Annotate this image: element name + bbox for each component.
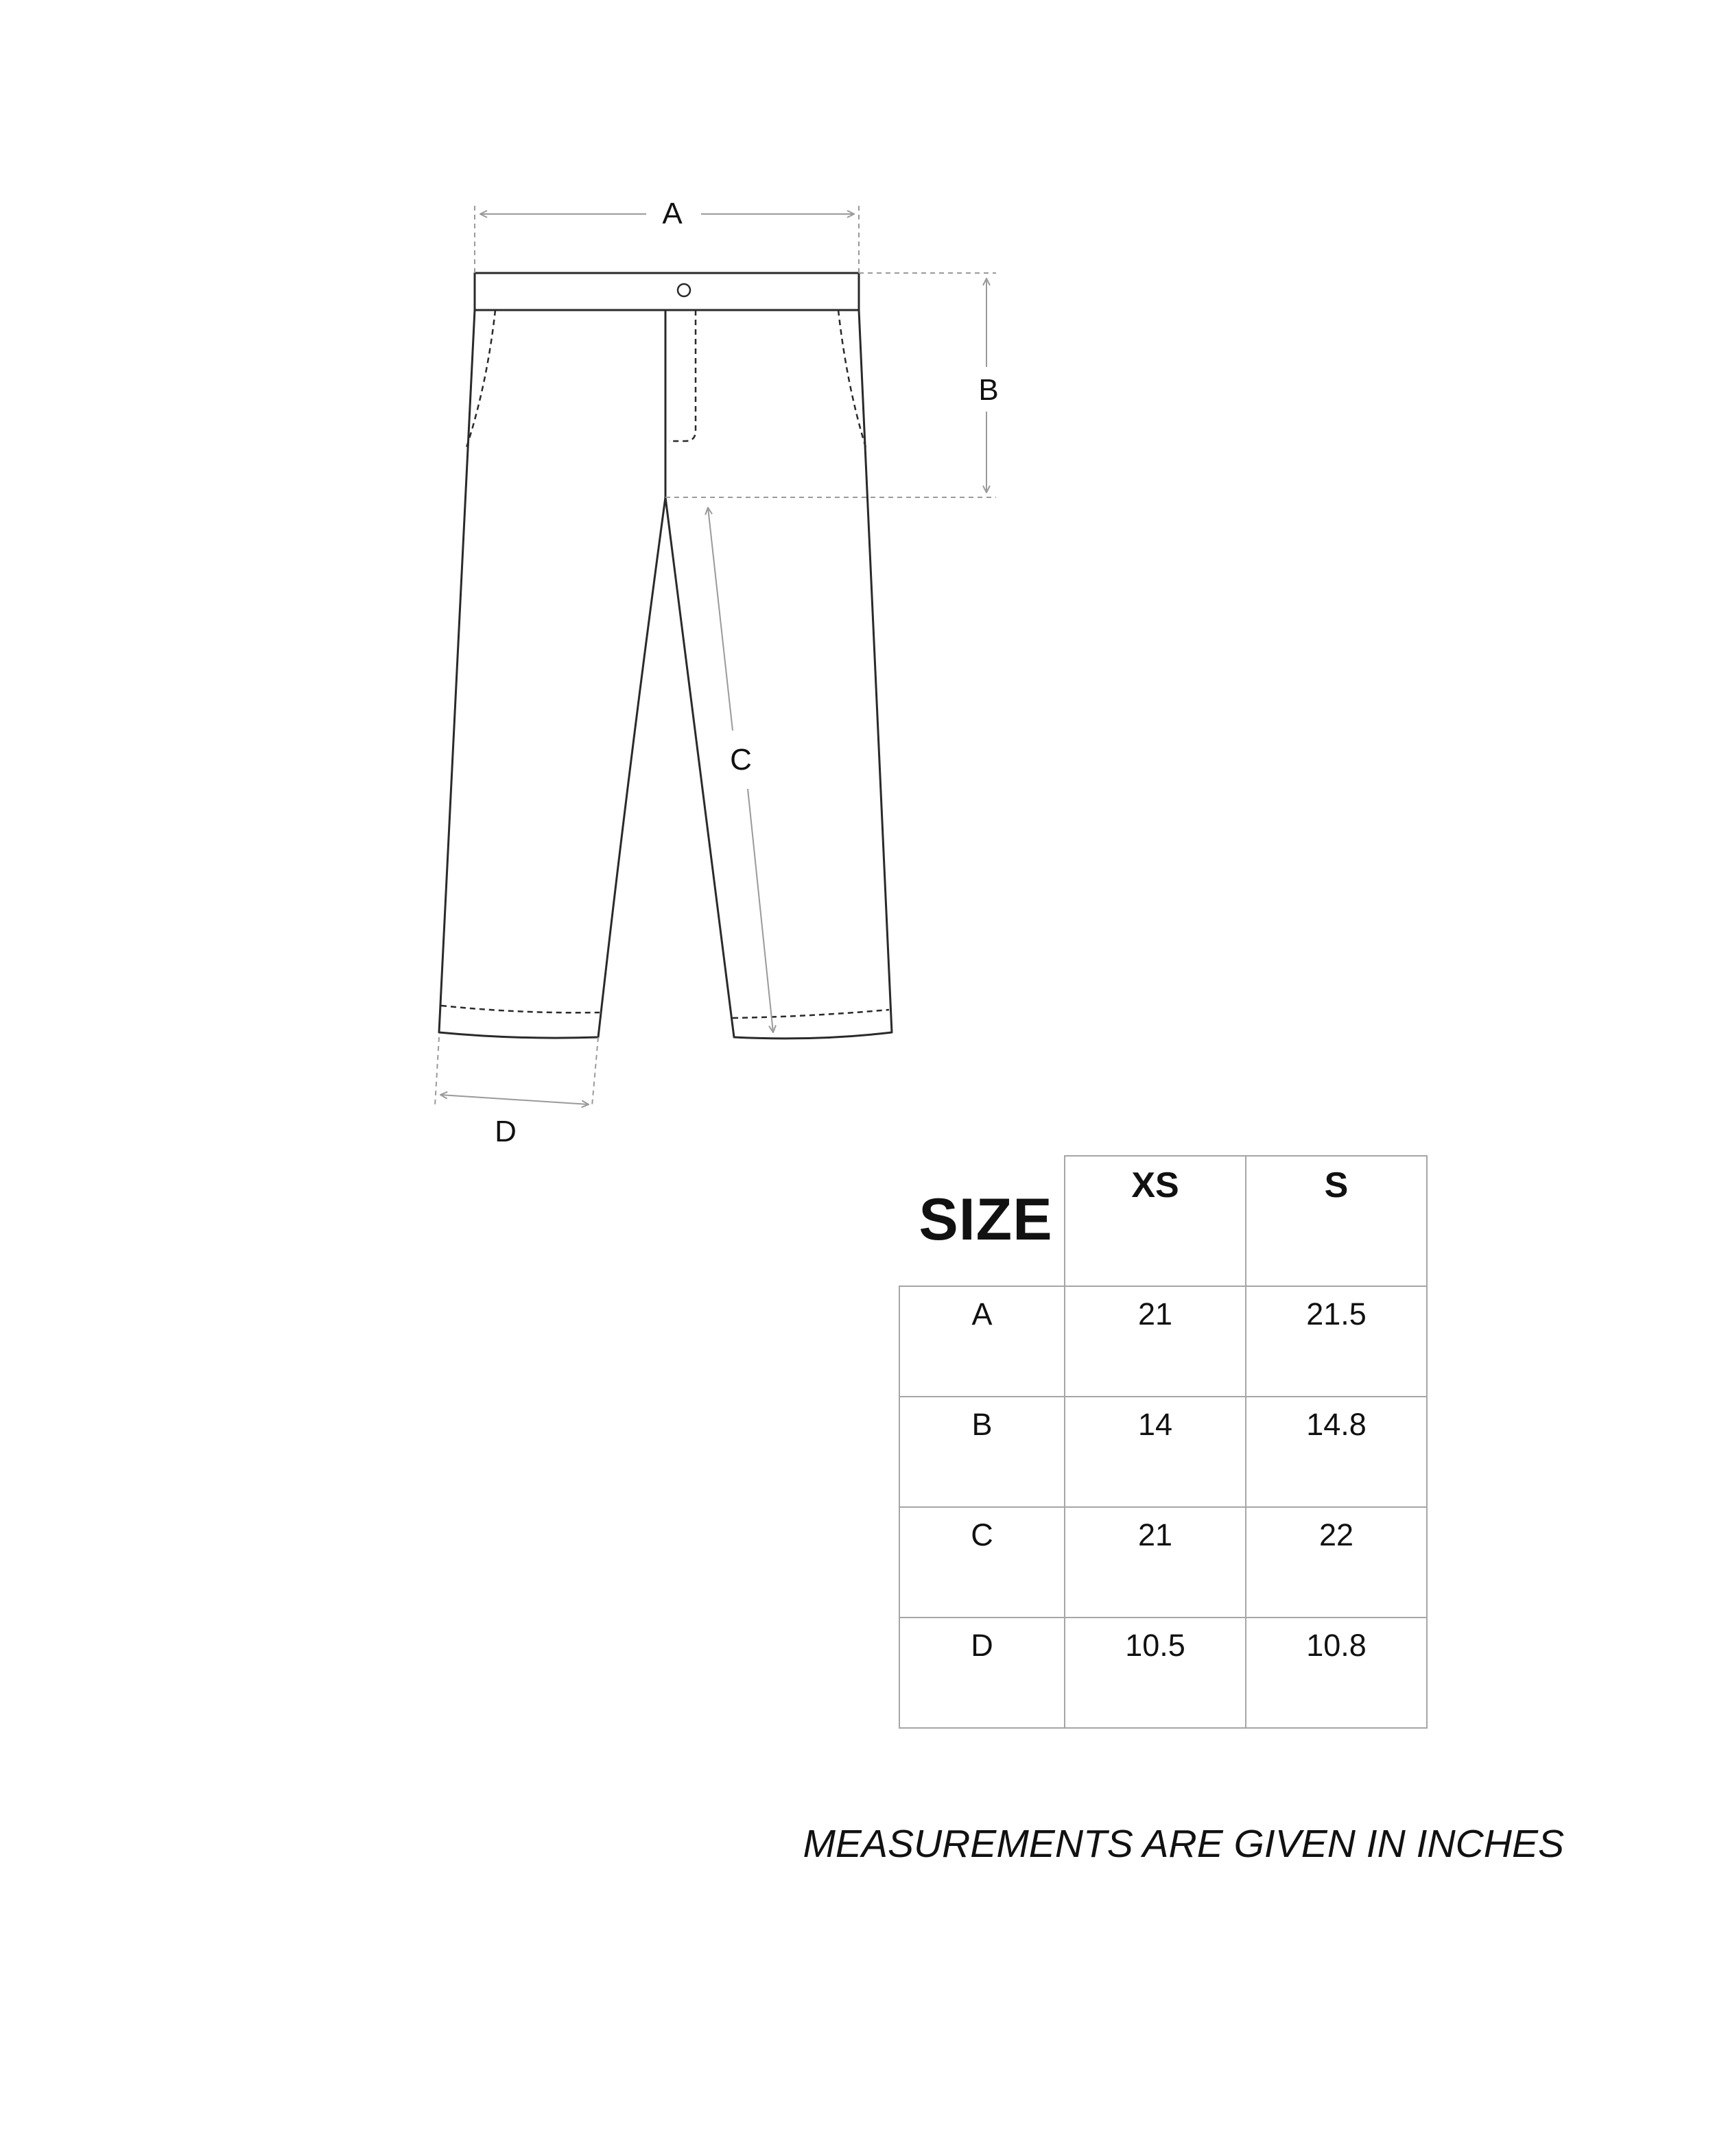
fly-stitching <box>669 310 696 441</box>
measurement-label-cell <box>899 1286 1065 1397</box>
measurement-value: 22 <box>1318 1517 1354 1552</box>
size-table <box>899 1155 1428 1729</box>
dimension-d-arrow <box>440 1095 589 1104</box>
size-table-title: SIZE <box>919 1187 1053 1253</box>
dimension-d <box>435 1037 598 1106</box>
measurement-label-cell <box>899 1397 1065 1507</box>
measurement-value: 14.8 <box>1306 1407 1367 1442</box>
measurement-value: 10.5 <box>1125 1628 1185 1663</box>
size-column-header <box>1065 1156 1246 1286</box>
dimension-b <box>665 273 999 497</box>
dimension-guides <box>435 203 999 1106</box>
measurement-value-cell <box>1065 1286 1246 1397</box>
size-table-header-row <box>899 1156 1427 1286</box>
dimension-a-label: A <box>662 197 683 230</box>
left-hem-stitching <box>441 1006 600 1012</box>
measurement-label-cell <box>899 1507 1065 1618</box>
right-hem-stitching <box>733 1010 889 1018</box>
measurement-value-cell <box>1065 1397 1246 1507</box>
measurement-label-cell <box>899 1618 1065 1728</box>
measurement-value: 21 <box>1137 1296 1173 1331</box>
table-row <box>899 1507 1427 1618</box>
dimension-c-arrow-bottom <box>748 789 773 1032</box>
measurement-value-cell <box>1246 1286 1427 1397</box>
measurement-value-cell <box>1246 1397 1427 1507</box>
waistband-button-icon <box>678 284 690 296</box>
measurement-label: D <box>971 1628 993 1663</box>
measurement-label: A <box>971 1296 993 1331</box>
size-header-label: S <box>1324 1165 1349 1205</box>
measurement-units-note: MEASUREMENTS ARE GIVEN IN INCHES <box>803 1822 1564 1866</box>
measurement-value-cell <box>1246 1507 1427 1618</box>
measurement-value: 21 <box>1137 1517 1173 1552</box>
measurement-value: 10.8 <box>1306 1628 1367 1663</box>
measurement-label: C <box>971 1517 993 1552</box>
dimension-c-label: C <box>730 743 752 777</box>
measurement-value-cell <box>1065 1618 1246 1728</box>
measurement-value: 21.5 <box>1306 1296 1367 1331</box>
measurement-value: 14 <box>1137 1407 1173 1442</box>
measurement-value-cell <box>1246 1618 1427 1728</box>
measurement-label: B <box>971 1407 993 1442</box>
dimension-c-arrow-top <box>708 508 733 731</box>
left-leg-outline <box>439 310 665 1038</box>
table-row <box>899 1397 1427 1507</box>
size-header-label: XS <box>1131 1165 1179 1205</box>
dimension-b-label: B <box>978 373 999 407</box>
dimension-d-label: D <box>495 1115 517 1148</box>
pants-outline <box>439 273 892 1039</box>
table-row <box>899 1618 1427 1728</box>
size-table-title-cell <box>899 1156 1065 1286</box>
table-row <box>899 1286 1427 1397</box>
measurement-value-cell <box>1065 1507 1246 1618</box>
size-column-header <box>1246 1156 1427 1286</box>
waistband <box>475 273 859 310</box>
